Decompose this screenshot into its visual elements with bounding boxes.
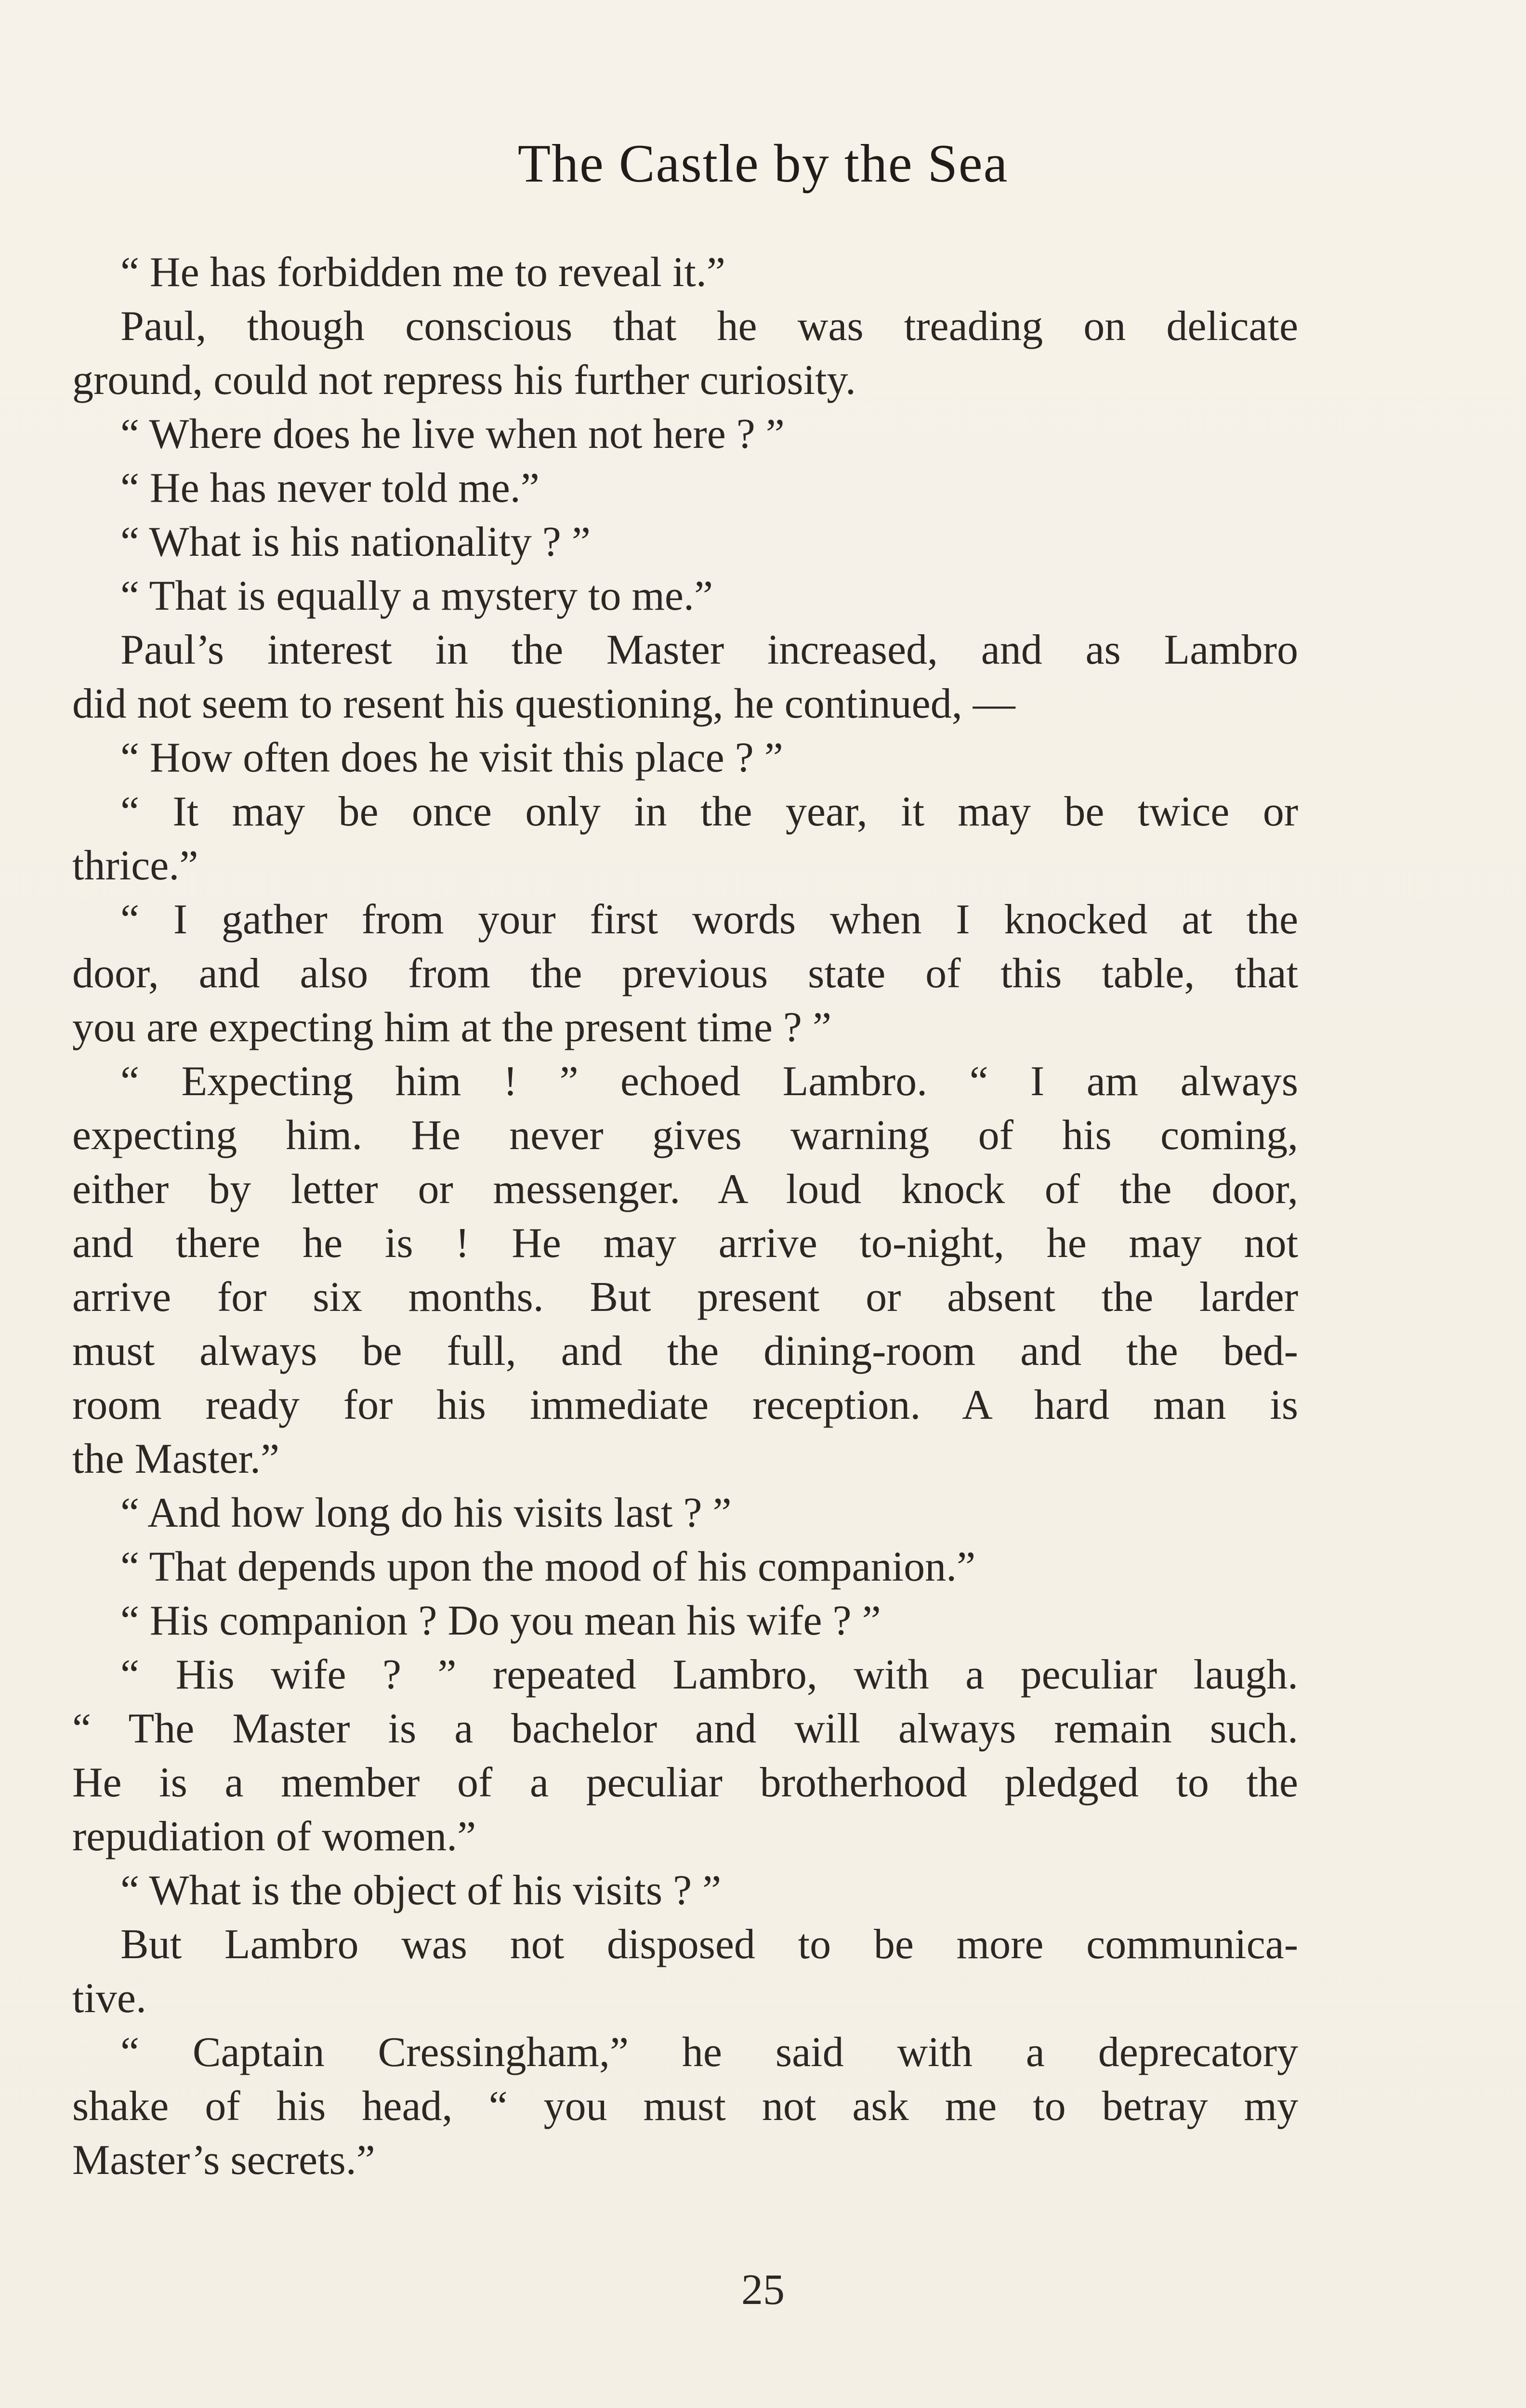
text-line: shake of his head, “ you must not ask me to betray my — [72, 2083, 1298, 2130]
text-line: thrice.” — [72, 842, 198, 889]
text-line: “ Where does he live when not here ? ” — [120, 411, 785, 458]
text-line: Paul, though conscious that he was treading on delicate — [120, 303, 1298, 350]
text-line: did not seem to resent his questioning, he continued, — — [72, 681, 1015, 727]
text-line: “ His companion ? Do you mean his wife ? ” — [120, 1597, 881, 1644]
text-line: “ What is the object of his visits ? ” — [120, 1867, 722, 1914]
text-line: arrive for six months. But present or absent the larder — [72, 1274, 1298, 1321]
text-line: “ I gather from your first words when I knocked at the — [120, 896, 1298, 943]
text-line: “ That depends upon the mood of his companion.” — [120, 1544, 976, 1590]
text-line: ground, could not repress his further curiosity. — [72, 357, 856, 404]
text-line: “ That is equally a mystery to me.” — [120, 573, 713, 619]
text-line: Paul’s interest in the Master increased, and as Lambro — [120, 627, 1298, 673]
text-line: door, and also from the previous state of this table, that — [72, 950, 1298, 997]
text-line: “ The Master is a bachelor and will always remain such. — [72, 1705, 1298, 1752]
text-line: and there he is ! He may arrive to-night, he may not — [72, 1220, 1298, 1267]
text-line: expecting him. He never gives warning of his coming, — [72, 1112, 1298, 1159]
text-line: “ It may be once only in the year, it may be twice or — [120, 788, 1298, 835]
text-line: repudiation of women.” — [72, 1813, 476, 1860]
running-head: The Castle by the Sea — [517, 134, 1009, 194]
text-line: But Lambro was not disposed to be more communica- — [120, 1921, 1298, 1968]
text-line: “ And how long do his visits last ? ” — [120, 1490, 732, 1536]
text-line: “ Captain Cressingham,” he said with a deprecatory — [120, 2029, 1298, 2076]
text-line: Master’s secrets.” — [72, 2137, 375, 2184]
text-line: either by letter or messenger. A loud knock of the door, — [72, 1166, 1298, 1213]
text-line: tive. — [72, 1975, 146, 2022]
text-line: “ How often does he visit this place ? ” — [120, 734, 783, 781]
text-line: the Master.” — [72, 1436, 280, 1482]
text-line: “ His wife ? ” repeated Lambro, with a peculiar laugh. — [120, 1651, 1298, 1698]
text-line: “ He has forbidden me to reveal it.” — [120, 249, 725, 296]
page-number: 25 — [741, 2266, 785, 2314]
text-line: must always be full, and the dining-room and the bed- — [72, 1328, 1298, 1374]
text-line: “ What is his nationality ? ” — [120, 519, 591, 565]
text-line: room ready for his immediate reception. A hard man is — [72, 1382, 1298, 1428]
text-line: “ He has never told me.” — [120, 465, 539, 511]
text-line: He is a member of a peculiar brotherhood pledged to the — [72, 1759, 1298, 1806]
text-line: “ Expecting him ! ” echoed Lambro. “ I am always — [120, 1058, 1298, 1105]
text-line: you are expecting him at the present time ? ” — [72, 1004, 832, 1051]
